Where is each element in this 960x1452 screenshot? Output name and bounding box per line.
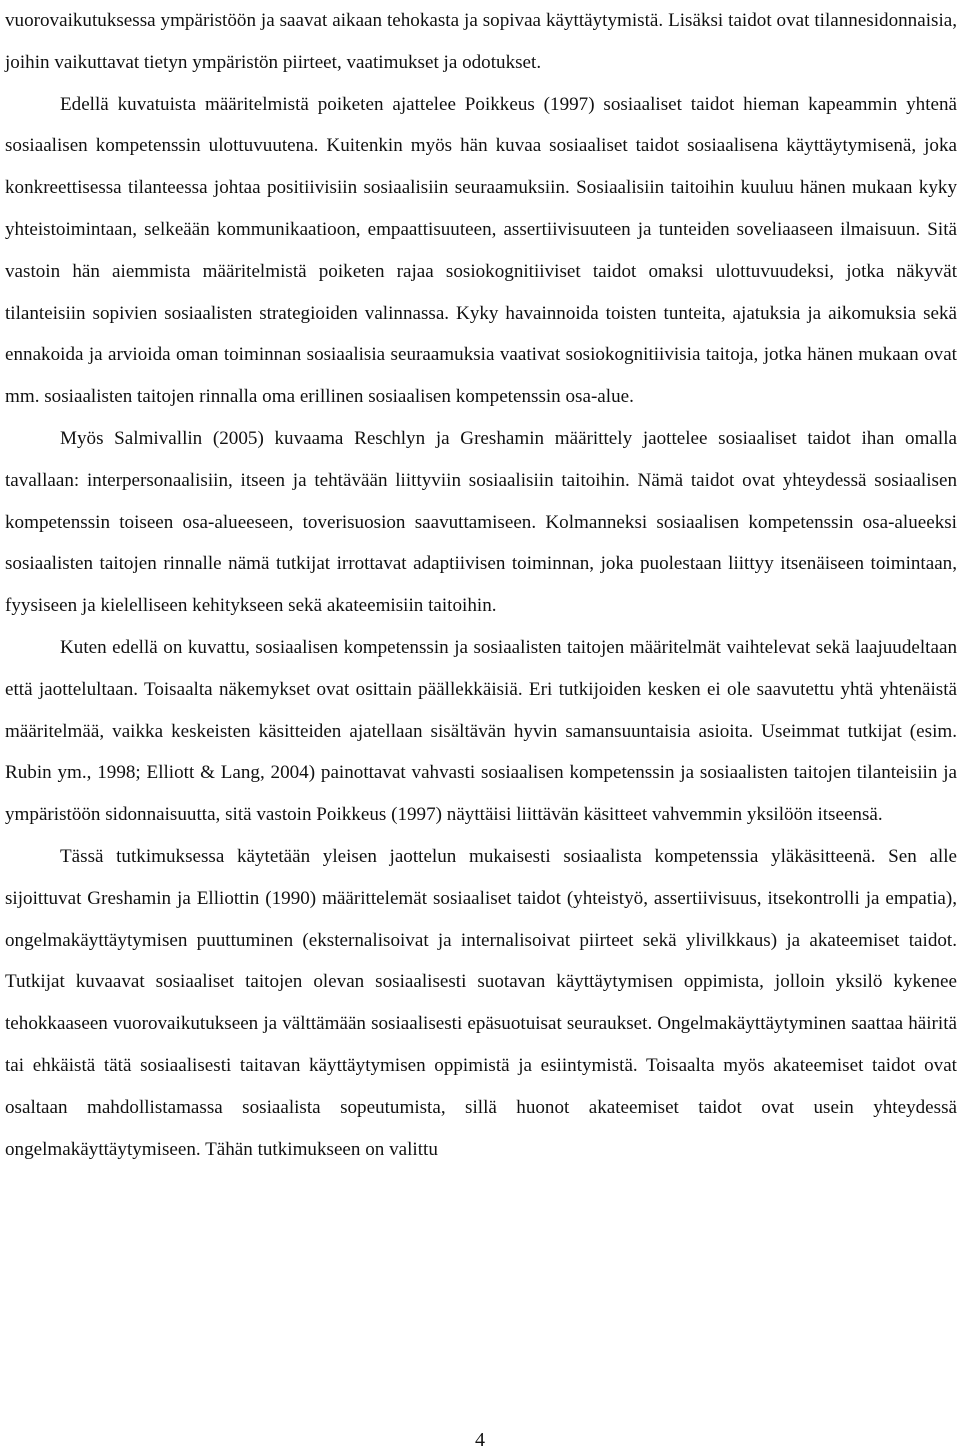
paragraph: Tässä tutkimuksessa käytetään yleisen jaottelun mukaisesti sosiaalista kompetenssia yläkäsitteenä. Sen alle sijoittuvat Greshamin ja Elliottin (1990) määrittelemät sosiaaliset taidot (yhteistyö, assertiivisuus, itsekontrolli ja empatia), ongelmakäyttäytymisen puuttuminen (eksternalisoivat ja internalisoivat piirteet sekä ylivilkkaus) ja akateemiset taidot. Tutkijat kuvaavat sosiaaliset taitojen olevan sosiaalisesti suotavan käyttäytymisen oppimista, jolloin yksilö kykenee tehokkaaseen vuorovaikutukseen ja välttämään sosiaalisesti epäsuotuisat seuraukset. Ongelmakäyttäytyminen saattaa häiritä tai ehkäistä tätä sosiaalisesti taitavan käyttäytymisen oppimistä ja esiintymistä. Toisaalta myös akateemiset taidot ovat osaltaan mahdollistamassa sosiaalista sopeutumista, sillä huonot akateemiset taidot ovat usein yhteydessä ongelmakäyttäytymiseen. Tähän tutkimukseen on valittu — [5, 845, 957, 1160]
paragraph: Myös Salmivallin (2005) kuvaama Reschlyn ja Greshamin määrittely jaottelee sosiaaliset taidot ihan omalla tavallaan: interpersonaalisiin, itseen ja tehtävään liittyviin sosiaalisiin taitoihin. Nämä taidot ovat yhteydessä sosiaalisen kompetenssin toiseen osa-alueeseen, toverisuosion saavuttamiseen. Kolmanneksi sosiaalisen kompetenssin osa-alueeksi sosiaalisten taitojen rinnalle nämä tutkijat irrottavat adaptiivisen toiminnan, joka puolestaan liittyy itsenäiseen toimintaan, fyysiseen ja kielelliseen kehitykseen sekä akateemisiin taitoihin. — [5, 427, 957, 617]
paragraph: Edellä kuvatuista määritelmistä poiketen ajattelee Poikkeus (1997) sosiaaliset taidot hieman kapeammin yhtenä sosiaalisen kompetenssin ulottuvuutena. Kuitenkin myös hän kuvaa sosiaaliset taidot sosiaalisena käyttäytymisenä, joka konkreettisessa tilanteessa johtaa positiivisiin sosiaalisiin seuraamuksiin. Sosiaalisiin taitoihin kuuluu hänen mukaan kyky yhteistoimintaan, selkeään kommunikaatioon, empaattisuuteen, assertiivisuuteen ja tunteiden soveliaaseen ilmaisuun. Sitä vastoin hän aiemmista määritelmistä poiketen rajaa sosiokognitiiviset taidot omaksi ulottuvuudeksi, jotka näkyvät tilanteisiin sopivien sosiaalisten strategioiden valinnassa. Kyky havainnoida toisten tunteita, ajatuksia ja aikomuksia sekä ennakoida ja arvioida oman toiminnan sosiaalisia seuraamuksia vaativat sosiokognitiivisia taitoja, jotka hänen mukaan ovat mm. sosiaalisten taitojen rinnalla oma erillinen sosiaalisen kompetenssin osa-alue. — [5, 93, 957, 408]
page-number: 4 — [475, 1429, 485, 1451]
document-page — [5, 0, 957, 1170]
paragraph: Kuten edellä on kuvattu, sosiaalisen kompetenssin ja sosiaalisten taitojen määritelmät vaihtelevat sekä laajuudeltaan että jaottelultaan. Toisaalta näkemykset ovat osittain päällekkäisiä. Eri tutkijoiden kesken ei ole saavutettu yhtä yhtenäistä määritelmää, vaikka keskeisten käsitteiden ajatellaan sisältävän hyvin samansuuntaisia asioita. Useimmat tutkijat (esim. Rubin ym., 1998; Elliott & Lang, 2004) painottavat vahvasti sosiaalisen kompetenssin ja sosiaalisten taitojen tilanteisiin ja ympäristöön sidonnaisuutta, sitä vastoin Poikkeus (1997) näyttäisi liittävän käsitteet vahvemmin yksilöön itseensä. — [5, 636, 957, 826]
paragraph: vuorovaikutuksessa ympäristöön ja saavat aikaan tehokasta ja sopivaa käyttäytymistä. Lisäksi taidot ovat tilannesidonnaisia, joihin vaikuttavat tietyn ympäristön piirteet, vaatimukset ja odotukset. — [5, 10, 957, 73]
